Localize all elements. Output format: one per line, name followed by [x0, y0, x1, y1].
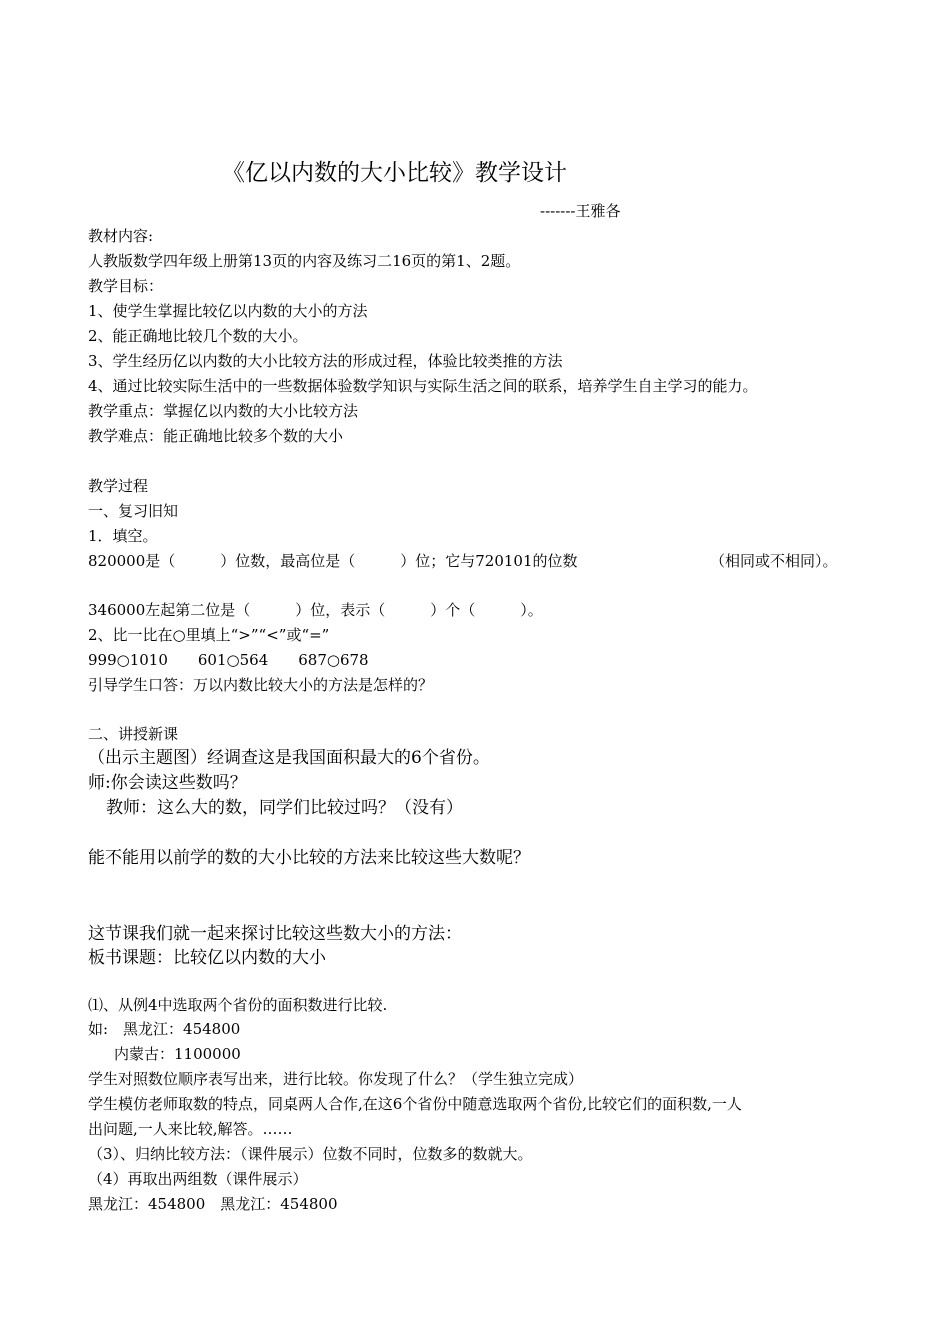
student-copy-line-1: 学生模仿老师取数的特点，同桌两人合作,在这6个省份中随意选取两个省份,比较它们的面积数,一人	[88, 1095, 742, 1113]
goal-item: 1、使学生掌握比较亿以内数的大小的方法	[88, 302, 368, 320]
document-title: 《亿以内数的大小比较》教学设计	[222, 160, 567, 186]
material-heading: 教材内容:	[88, 227, 154, 245]
fill-question-1-option: （相同或不相同）。	[710, 552, 838, 570]
guide-question: 引导学生口答：万以内数比较大小的方法是怎样的？	[88, 676, 434, 694]
method-question: 能不能用以前学的数的大小比较的方法来比较这些大数呢？	[88, 848, 530, 868]
student-write: 学生对照数位顺序表写出来，进行比较。你发现了什么？（学生独立完成）	[88, 1070, 584, 1088]
theme-intro: （出示主题图）经调查这是我国面积最大的6个省份。	[88, 748, 490, 768]
goal-item: 2、能正确地比较几个数的大小。	[88, 327, 308, 345]
difficulty: 教学难点：能正确地比较多个数的大小	[88, 427, 344, 445]
student-copy-line-2: 出问题,一人来比较,解答。……	[88, 1120, 293, 1138]
fill-heading: 1．填空。	[88, 527, 158, 545]
fill-question-1: 820000是（ ）位数，最高位是（ ）位；它与720101的位数	[88, 552, 578, 570]
goal-item: 3、学生经历亿以内数的大小比较方法的形成过程，体验比较类推的方法	[88, 352, 563, 370]
fill-question-2: 346000左起第二位是（ ）位，表示（ ）个（ ）。	[88, 601, 543, 619]
material-text: 人教版数学四年级上册第13页的内容及练习二16页的第1、2题。	[88, 252, 521, 270]
explore-text: 这节课我们就一起来探讨比较这些数大小的方法：	[88, 924, 462, 944]
teacher-question-2: 教师：这么大的数，同学们比较过吗？（没有）	[106, 798, 463, 818]
teacher-question-1: 师:你会读这些数吗？	[88, 773, 247, 793]
goal-item: 4、通过比较实际生活中的一些数据体验数学知识与实际生活之间的联系，培养学生自主学习的能力。	[88, 377, 758, 395]
author-line: -------王雅各	[540, 202, 621, 220]
process-heading: 教学过程	[88, 477, 149, 495]
step-3: （3）、归纳比较方法：（课件展示）位数不同时，位数多的数就大。	[88, 1145, 533, 1163]
review-heading: 一、复习旧知	[88, 502, 179, 520]
last-example-line: 黑龙江：454800 黑龙江：454800	[88, 1195, 338, 1213]
new-lesson-heading: 二、讲授新课	[88, 725, 179, 743]
key-point: 教学重点：掌握亿以内数的大小比较方法	[88, 402, 359, 420]
board-title: 板书课题：比较亿以内数的大小	[88, 948, 326, 968]
compare-items: 999○1010 601○564 687○678	[88, 651, 369, 669]
compare-heading: 2、比一比在○里填上“>”“<”或“=”	[88, 626, 330, 644]
example-heilongjiang: 如: 黑龙江：454800	[88, 1020, 241, 1038]
step-4: （4）再取出两组数（课件展示）	[88, 1170, 308, 1188]
step-1: ⑴、从例4中选取两个省份的面积数进行比较.	[88, 996, 388, 1014]
goals-heading: 教学目标：	[88, 277, 164, 295]
example-neimenggu: 内蒙古：1100000	[114, 1045, 241, 1063]
